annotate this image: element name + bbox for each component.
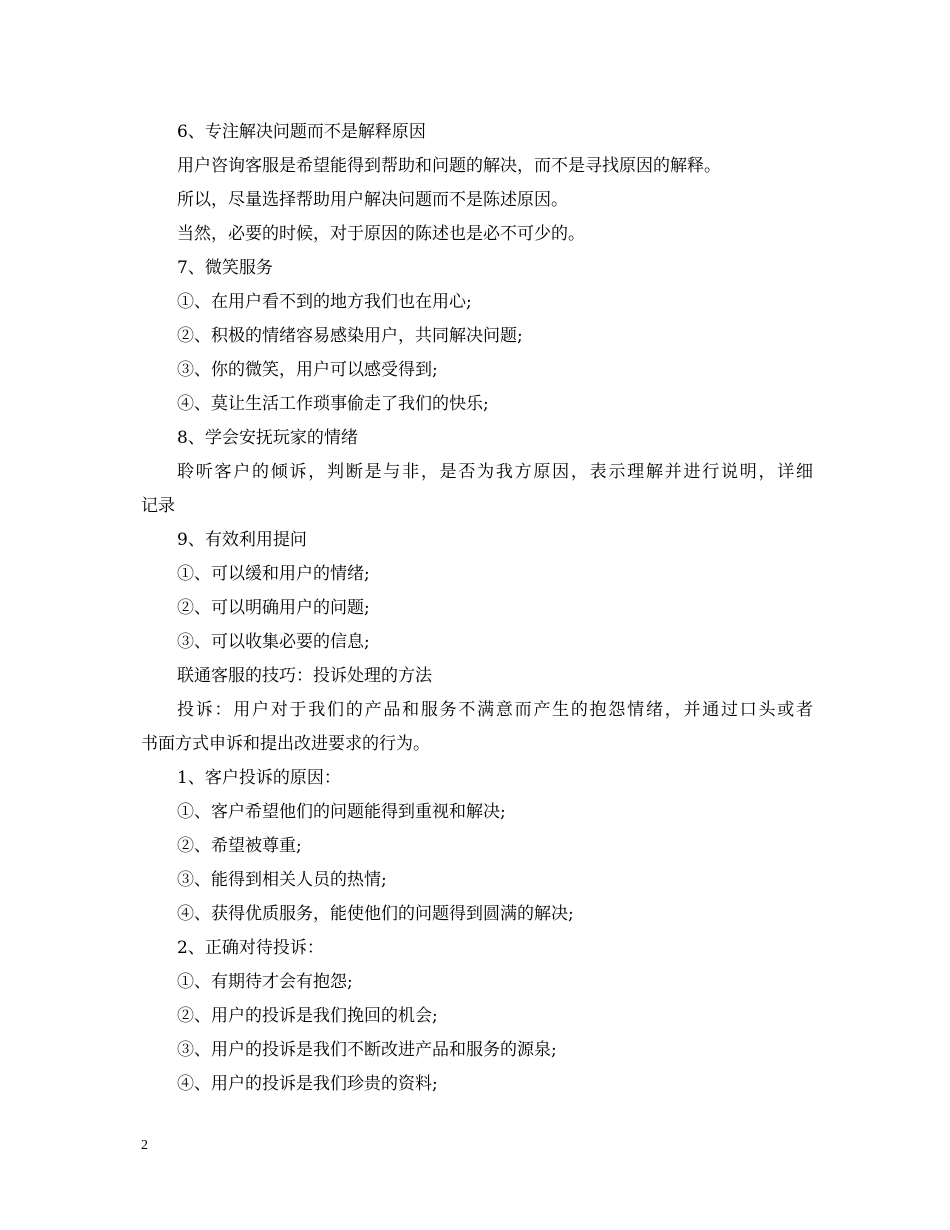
- paragraph-line: 当然，必要的时候，对于原因的陈述也是必不可少的。: [177, 224, 585, 244]
- section-heading-8: 8、学会安抚玩家的情绪: [177, 428, 358, 448]
- section-heading-6: 6、专注解决问题而不是解释原因: [177, 122, 426, 142]
- list-item: ①、可以缓和用户的情绪;: [177, 564, 370, 584]
- document-body: [141, 115, 813, 1101]
- list-item: ②、希望被尊重;: [177, 836, 302, 856]
- list-item: ③、可以收集必要的信息;: [177, 632, 370, 652]
- list-item: ③、你的微笑，用户可以感受得到;: [177, 360, 438, 380]
- list-item: ②、可以明确用户的问题;: [177, 598, 370, 618]
- list-item: ①、在用户看不到的地方我们也在用心;: [177, 292, 472, 312]
- list-item: ①、客户希望他们的问题能得到重视和解决;: [177, 802, 506, 822]
- list-item: ④、获得优质服务，能使他们的问题得到圆满的解决;: [177, 904, 574, 924]
- list-item: ④、用户的投诉是我们珍贵的资料;: [177, 1074, 438, 1094]
- paragraph-line: 所以，尽量选择帮助用户解决问题而不是陈述原因。: [177, 190, 568, 210]
- list-item: ④、莫让生活工作琐事偷走了我们的快乐;: [177, 394, 489, 414]
- list-item: ③、能得到相关人员的热情;: [177, 870, 387, 890]
- section-heading-2: 2、正确对待投诉：: [177, 938, 324, 958]
- paragraph-line-continuation: 书面方式申诉和提出改进要求的行为。: [141, 734, 430, 754]
- paragraph-line: 聆听客户的倾诉，判断是与非，是否为我方原因，表示理解并进行说明，详细: [177, 462, 813, 482]
- paragraph-line: 投诉：用户对于我们的产品和服务不满意而产生的抱怨情绪，并通过口头或者: [177, 700, 813, 720]
- section-title-complaint-handling: 联通客服的技巧：投诉处理的方法: [177, 666, 432, 686]
- list-item: ③、用户的投诉是我们不断改进产品和服务的源泉;: [177, 1040, 557, 1060]
- paragraph-line-continuation: 记录: [141, 496, 175, 516]
- list-item: ②、用户的投诉是我们挽回的机会;: [177, 1006, 438, 1026]
- section-heading-1: 1、客户投诉的原因：: [177, 768, 341, 788]
- paragraph-line: 用户咨询客服是希望能得到帮助和问题的解决，而不是寻找原因的解释。: [177, 156, 721, 176]
- section-heading-9: 9、有效利用提问: [177, 530, 307, 550]
- list-item: ①、有期待才会有抱怨;: [177, 972, 353, 992]
- section-heading-7: 7、微笑服务: [177, 258, 273, 278]
- list-item: ②、积极的情绪容易感染用户，共同解决问题;: [177, 326, 523, 346]
- page-number: 2: [141, 1138, 148, 1153]
